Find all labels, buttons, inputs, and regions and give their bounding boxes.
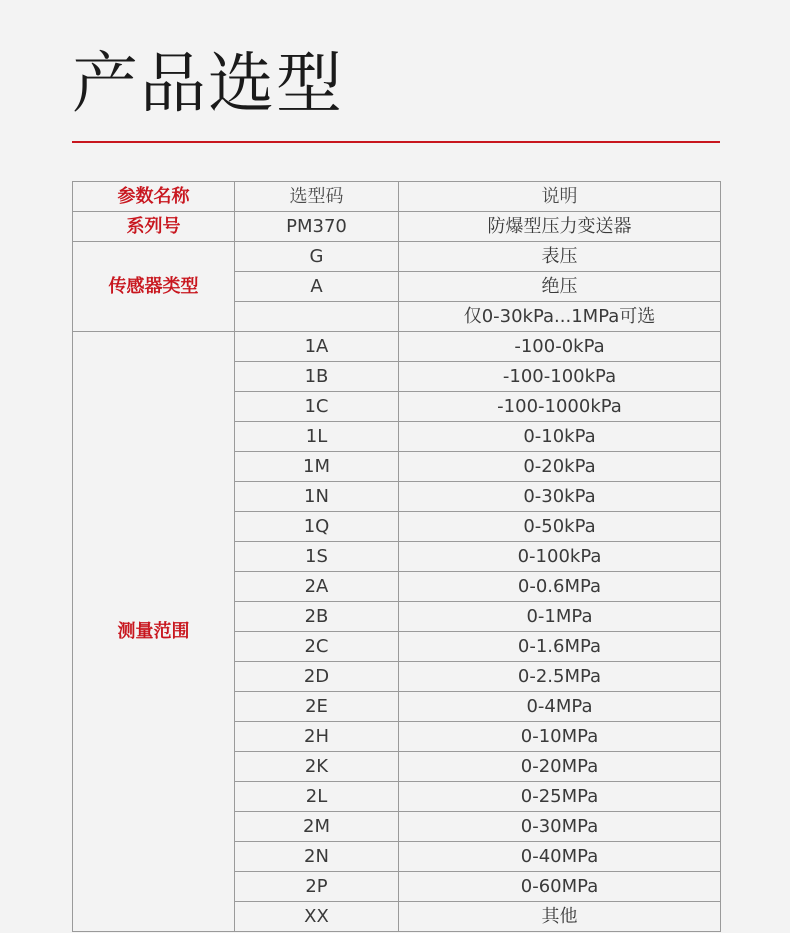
range-desc: 0-10MPa xyxy=(399,722,721,752)
selection-table xyxy=(72,181,721,932)
range-desc: 0-20kPa xyxy=(399,452,721,482)
range-code: 2C xyxy=(235,632,399,662)
sensor-type-desc: 表压 xyxy=(399,242,721,272)
range-desc: 0-60MPa xyxy=(399,872,721,902)
range-code: 1C xyxy=(235,392,399,422)
header-desc: 说明 xyxy=(399,182,721,212)
range-desc: -100-1000kPa xyxy=(399,392,721,422)
range-desc: 0-4MPa xyxy=(399,692,721,722)
sensor-type-code: G xyxy=(235,242,399,272)
range-code: 1Q xyxy=(235,512,399,542)
range-desc: 0-100kPa xyxy=(399,542,721,572)
range-code: 2H xyxy=(235,722,399,752)
sensor-type-code: A xyxy=(235,272,399,302)
range-param: 测量范围 xyxy=(73,332,235,932)
range-desc: -100-100kPa xyxy=(399,362,721,392)
range-code: 2E xyxy=(235,692,399,722)
range-code: 1A xyxy=(235,332,399,362)
range-code: 2L xyxy=(235,782,399,812)
series-code: PM370 xyxy=(235,212,399,242)
range-desc: 0-50kPa xyxy=(399,512,721,542)
range-code: 1B xyxy=(235,362,399,392)
series-param: 系列号 xyxy=(73,212,235,242)
range-code: 2B xyxy=(235,602,399,632)
range-desc: 0-20MPa xyxy=(399,752,721,782)
range-desc: 0-30MPa xyxy=(399,812,721,842)
header-param: 参数名称 xyxy=(73,182,235,212)
range-code: 2A xyxy=(235,572,399,602)
range-desc: 0-30kPa xyxy=(399,482,721,512)
series-desc: 防爆型压力变送器 xyxy=(399,212,721,242)
range-code: 1S xyxy=(235,542,399,572)
header-code: 选型码 xyxy=(235,182,399,212)
range-desc: 其他 xyxy=(399,902,721,932)
range-code: 2K xyxy=(235,752,399,782)
range-code: 1L xyxy=(235,422,399,452)
range-code: 1M xyxy=(235,452,399,482)
range-desc: -100-0kPa xyxy=(399,332,721,362)
sensor-type-desc: 绝压 xyxy=(399,272,721,302)
range-code: 2D xyxy=(235,662,399,692)
range-desc: 0-2.5MPa xyxy=(399,662,721,692)
table-header-row xyxy=(73,182,721,212)
range-code: 2M xyxy=(235,812,399,842)
range-desc: 0-25MPa xyxy=(399,782,721,812)
range-row xyxy=(73,332,721,362)
sensor-type-row xyxy=(73,242,721,272)
sensor-type-code xyxy=(235,302,399,332)
range-code: 2N xyxy=(235,842,399,872)
series-row xyxy=(73,212,721,242)
title-divider xyxy=(72,141,720,143)
range-code: 2P xyxy=(235,872,399,902)
range-code: 1N xyxy=(235,482,399,512)
range-desc: 0-1MPa xyxy=(399,602,721,632)
page-title: 产品选型 xyxy=(72,45,344,122)
sensor-type-desc: 仅0-30kPa...1MPa可选 xyxy=(399,302,721,332)
range-desc: 0-0.6MPa xyxy=(399,572,721,602)
range-desc: 0-40MPa xyxy=(399,842,721,872)
range-code: XX xyxy=(235,902,399,932)
sensor-type-param: 传感器类型 xyxy=(73,242,235,332)
range-desc: 0-10kPa xyxy=(399,422,721,452)
range-desc: 0-1.6MPa xyxy=(399,632,721,662)
